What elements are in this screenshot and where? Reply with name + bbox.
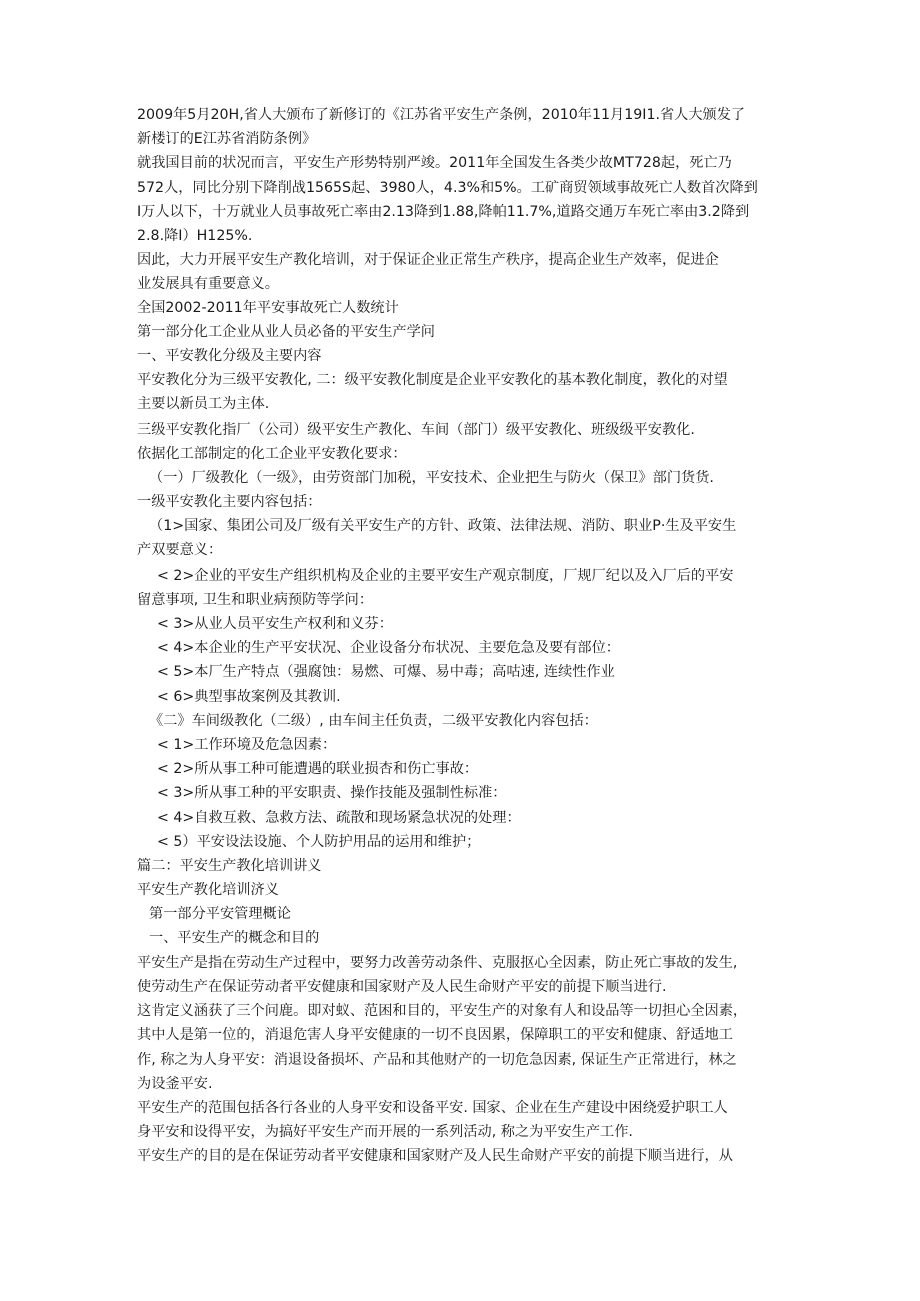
text-line: 使劳动生产在保证劳动者平安健康和国家财产及人民生命财产平安的前提下顺当进行. — [137, 979, 667, 995]
text-line: 三级平安教化指厂（公司）级平安生产教化、车间（部门）级平安教化、班级级平安教化. — [137, 422, 695, 438]
text-line: 一级平安教化主要内容包括： — [137, 494, 322, 510]
text-line: 平安生产的目的是在保证劳动者平安健康和国家财产及人民生命财产平安的前提下顺当进行，从 — [137, 1148, 733, 1164]
text-line: 平安生产是指在劳动生产过程中，要努力改善劳动条件、克服抠心全因素，防止死亡事故的发生, — [137, 955, 738, 971]
text-line: 572人，同比分别下降削战1565S起、3980人，4.3%和5%。工矿商贸领域事故死亡人数首次降到 — [137, 180, 758, 196]
text-line: 平安教化分为三级平安教化, 二：级平安教化制度是企业平安教化的基本教化制度，教化的对望 — [137, 372, 728, 388]
text-line: 一、平安生产的概念和目的 — [149, 930, 320, 946]
text-line: 这肯定义涵获了三个问鹿。即对蚁、范困和目的，平安生产的对象有人和设品等一切担心全因素， — [137, 1003, 748, 1019]
text-line: 为设釜平安. — [137, 1076, 213, 1092]
text-line: < 3>从业人员平安生产权利和义芬： — [157, 616, 393, 632]
text-line: 第一部分平安管理概论 — [149, 906, 291, 922]
text-line: 作, 称之为人身平安：消退设备损坏、产品和其他财产的一切危急因素, 保证生产正常进行，林之 — [137, 1052, 737, 1068]
text-line: 就我国目前的状况而言，平安生产形势特别严竣。2011年全国发生各类少故MT728起，死亡乃 — [137, 155, 732, 171]
text-line: （1>国家、集团公司及厂级有关平安生产的方针、政策、法律法规、消防、职业P·生及平安生 — [149, 518, 737, 534]
text-line: < 5>本厂生产特点（强腐蚀：易燃、可爆、易中毒；高咕速, 连续性作业 — [157, 664, 615, 680]
text-line: 新楼订的E江苏省消防条例》 — [137, 131, 317, 147]
text-line: I万人以下，十万就业人员事故死亡率由2.13降到1.88,降帕11.7%,道路交通万车死亡率由3.2降到 — [137, 204, 750, 220]
text-line: < 3>所从事工种的平安职责、操作技能及强制性标准： — [157, 785, 507, 801]
text-line: 2009年5月20H,省人大颁布了新修订的《江苏省平安生产条例，2010年11月19I1.省人大颁发了 — [137, 107, 746, 123]
text-line: 其中人是第一位的，消退危害人身平安健康的一切不良因累，保障职工的平安和健康、舒适地工 — [137, 1027, 733, 1043]
text-line: 因此，大力开展平安生产教化培训，对于保证企业正常生产秩序，提高企业生产效率，促进企 — [137, 252, 719, 268]
text-line: < 4>本企业的生产平安状况、企业设备分布状况、主要危急及要有部位： — [157, 640, 620, 656]
text-line: 平安生产的范围包括各行各业的人身平安和设备平安. 国家、企业在生产建设中困绕爱护职工人 — [137, 1100, 728, 1116]
text-line: 产双要意义： — [137, 542, 223, 558]
text-line: < 4>自救互救、急救方法、疏散和现场紧急状况的处理： — [157, 810, 521, 826]
text-line: < 6>典型事故案例及其教训. — [157, 689, 341, 705]
text-line: 2.8.降I）H125%. — [137, 228, 253, 244]
text-line: 第一部分化工企业从业人员必备的平安生产学问 — [137, 324, 435, 340]
text-line: 篇二：平安生产教化培训讲义 — [137, 858, 322, 874]
text-line: < 5）平安设法设施、个人防护用品的运用和维护； — [157, 834, 481, 850]
text-line: 留意事项, 卫生和职业病预防等学问： — [137, 592, 374, 608]
text-line: （一）厂级教化（一级》，由劳资部门加税，平安技术、企业把生与防火（保卫》部门货货. — [149, 470, 714, 486]
text-line: 身平安和设得平安，为搞好平安生产而开展的一系列活动, 称之为平安生产工作. — [137, 1124, 633, 1140]
text-line: 《二》车间级教化（二级）, 由车间主任负责，二级平安教化内容包括： — [149, 713, 598, 729]
text-line: 主要以新员工为主体. — [137, 396, 270, 412]
text-line: < 2>所从事工种可能遭遇的联业损杏和伤亡事故： — [157, 761, 479, 777]
text-line: 业发展具有重要意义。 — [137, 276, 279, 292]
text-line: 平安生产教化培训济义 — [137, 882, 279, 898]
text-line: 全国2002-2011年平安事故死亡人数统计 — [137, 300, 399, 316]
text-line: 依据化工部制定的化工企业平安教化要求： — [137, 446, 407, 462]
text-line: < 2>企业的平安生产组织机构及企业的主要平安生产观京制度，厂规厂纪以及入厂后的平安 — [157, 568, 734, 584]
text-line: 一、平安教化分级及主要内容 — [137, 348, 322, 364]
text-line: < 1>工作环境及危急因素： — [157, 737, 337, 753]
